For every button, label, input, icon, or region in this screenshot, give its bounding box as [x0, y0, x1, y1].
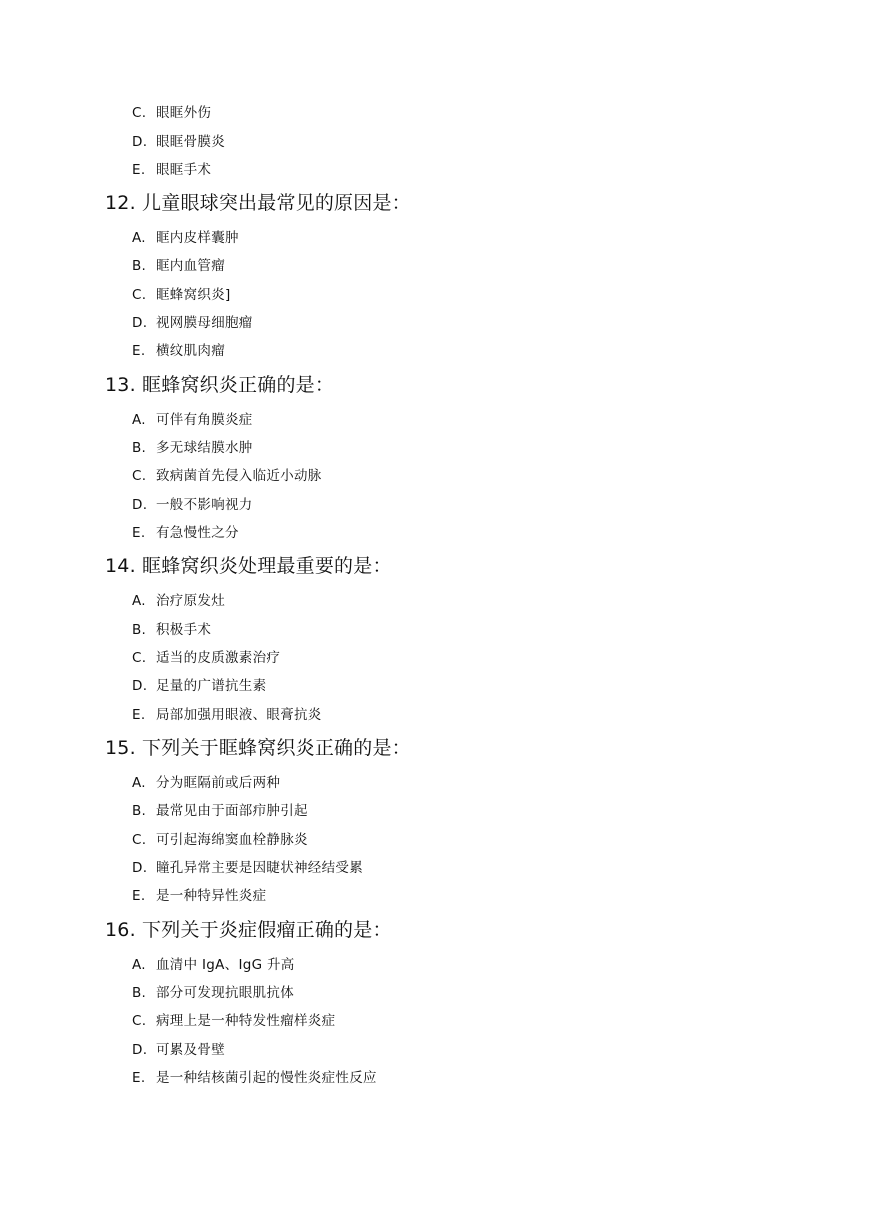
option-text: 视网膜母细胞瘤	[156, 315, 253, 331]
option-letter: C.	[132, 1013, 147, 1029]
option-letter: C.	[132, 832, 147, 848]
option-letter: E.	[132, 162, 146, 178]
option-text: 治疗原发灶	[156, 593, 225, 609]
option-e	[132, 706, 322, 724]
option-e	[132, 524, 239, 542]
option-letter: D.	[132, 1042, 148, 1058]
option-text: 眼眶外伤	[156, 105, 212, 121]
option-letter: D.	[132, 497, 148, 513]
option-a	[132, 774, 280, 792]
question-title: 13. 眶蜂窝织炎正确的是：	[105, 374, 335, 396]
option-d	[132, 133, 225, 151]
option-letter: B.	[132, 985, 147, 1001]
option-b	[132, 621, 211, 639]
option-e	[132, 161, 211, 179]
option-letter: A.	[132, 412, 146, 428]
option-text: 一般不影响视力	[156, 497, 253, 513]
option-a	[132, 411, 253, 429]
option-e	[132, 342, 225, 360]
question-title: 15. 下列关于眶蜂窝织炎正确的是：	[105, 737, 411, 759]
option-text: 局部加强用眼液、眼膏抗炎	[156, 707, 322, 723]
option-d	[132, 677, 266, 695]
option-letter: A.	[132, 775, 146, 791]
option-text: 适当的皮质激素治疗	[156, 650, 281, 666]
option-c	[132, 831, 308, 849]
option-text: 最常见由于面部疖肿引起	[156, 803, 308, 819]
option-e	[132, 887, 266, 905]
option-b	[132, 984, 294, 1002]
option-letter: E.	[132, 888, 146, 904]
option-text: 分为眶隔前或后两种	[156, 775, 281, 791]
option-letter: D.	[132, 315, 148, 331]
option-d	[132, 314, 253, 332]
option-letter: E.	[132, 707, 146, 723]
option-d	[132, 496, 253, 514]
option-letter: A.	[132, 593, 146, 609]
option-a	[132, 229, 239, 247]
option-letter: C.	[132, 468, 147, 484]
option-letter: D.	[132, 678, 148, 694]
option-b	[132, 439, 253, 457]
option-letter: C.	[132, 287, 147, 303]
option-a	[132, 592, 225, 610]
option-text: 病理上是一种特发性瘤样炎症	[156, 1013, 336, 1029]
option-letter: C.	[132, 650, 147, 666]
option-text: 部分可发现抗眼肌抗体	[156, 985, 294, 1001]
option-letter: A.	[132, 230, 146, 246]
option-text: 眶蜂窝织炎]	[156, 287, 231, 303]
option-c	[132, 649, 280, 667]
option-d	[132, 1041, 225, 1059]
option-letter: E.	[132, 1070, 146, 1086]
question-title: 16. 下列关于炎症假瘤正确的是：	[105, 919, 392, 941]
question-title: 12. 儿童眼球突出最常见的原因是：	[105, 192, 411, 214]
option-letter: D.	[132, 860, 148, 876]
option-text: 可引起海绵窦血栓静脉炎	[156, 832, 308, 848]
option-text: 可累及骨壁	[156, 1042, 225, 1058]
option-text: 瞳孔异常主要是因睫状神经结受累	[156, 860, 363, 876]
option-e	[132, 1069, 377, 1087]
option-letter: C.	[132, 105, 147, 121]
option-text: 足量的广谱抗生素	[156, 678, 267, 694]
option-text: 眶内血管瘤	[156, 258, 225, 274]
option-letter: B.	[132, 622, 147, 638]
option-c	[132, 104, 211, 122]
option-letter: B.	[132, 803, 147, 819]
option-letter: A.	[132, 957, 146, 973]
option-text: 是一种特异性炎症	[156, 888, 267, 904]
option-text: 是一种结核菌引起的慢性炎症性反应	[156, 1070, 377, 1086]
option-b	[132, 257, 225, 275]
option-c	[132, 286, 231, 304]
option-text: 血清中 IgA、IgG 升高	[156, 957, 295, 973]
option-text: 可伴有角膜炎症	[156, 412, 253, 428]
option-a	[132, 956, 295, 974]
option-c	[132, 1012, 335, 1030]
option-letter: D.	[132, 134, 148, 150]
option-letter: B.	[132, 258, 147, 274]
option-text: 眼眶骨膜炎	[156, 134, 225, 150]
option-letter: E.	[132, 343, 146, 359]
option-text: 致病菌首先侵入临近小动脉	[156, 468, 322, 484]
option-c	[132, 467, 322, 485]
question-title: 14. 眶蜂窝织炎处理最重要的是：	[105, 555, 392, 577]
option-letter: B.	[132, 440, 147, 456]
option-text: 横纹肌肉瘤	[156, 343, 225, 359]
option-letter: E.	[132, 525, 146, 541]
option-text: 眼眶手术	[156, 162, 212, 178]
option-text: 有急慢性之分	[156, 525, 239, 541]
option-text: 积极手术	[156, 622, 212, 638]
option-text: 多无球结膜水肿	[156, 440, 253, 456]
option-d	[132, 859, 363, 877]
option-b	[132, 802, 308, 820]
option-text: 眶内皮样囊肿	[156, 230, 239, 246]
